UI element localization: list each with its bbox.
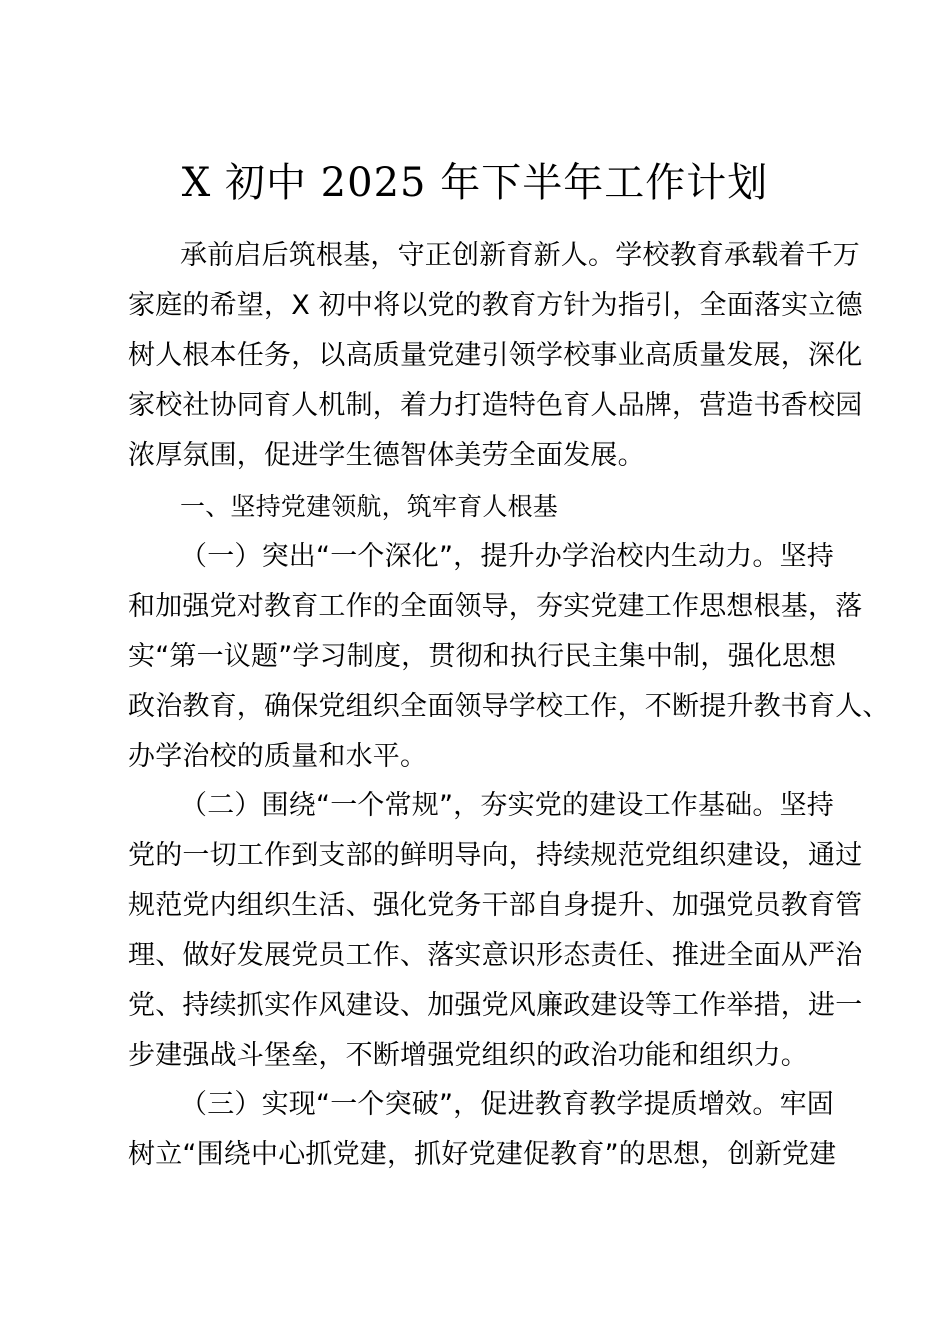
- item-1-line: 办学治校的质量和水平。: [128, 741, 428, 772]
- document-title: X 初中 2025 年下半年工作计划: [181, 160, 769, 206]
- item-1-line: 实“第一议题”学习制度，贯彻和执行民主集中制，强化思想: [128, 641, 837, 672]
- intro-line: 家庭的希望，X 初中将以党的教育方针为指引，全面落实立德: [128, 290, 863, 321]
- intro-line: 家校社协同育人机制，着力打造特色育人品牌，营造书香校园: [128, 390, 863, 421]
- item-2-line: 规范党内组织生活、强化党务干部自身提升、加强党员教育管: [128, 890, 863, 921]
- item-2-line: （二）围绕“一个常规”，夯实党的建设工作基础。坚持: [180, 790, 834, 821]
- section-heading: 一、坚持党建领航，筑牢育人根基: [180, 492, 559, 521]
- item-3-line: （三）实现“一个突破”，促进教育教学提质增效。牢固: [180, 1089, 834, 1120]
- item-1-line: 政治教育，确保党组织全面领导学校工作，不断提升教书育人、: [128, 691, 890, 722]
- item-2-line: 步建强战斗堡垒，不断增强党组织的政治功能和组织力。: [128, 1040, 808, 1071]
- item-1-line: （一）突出“一个深化”，提升办学治校内生动力。坚持: [180, 541, 834, 572]
- item-3-line: 树立“围绕中心抓党建，抓好党建促教育”的思想，创新党建: [128, 1139, 837, 1170]
- intro-line: 树人根本任务，以高质量党建引领学校事业高质量发展，深化: [128, 340, 863, 371]
- intro-line: 浓厚氛围，促进学生德智体美劳全面发展。: [128, 440, 645, 471]
- item-2-line: 理、做好发展党员工作、落实意识形态责任、推进全面从严治: [128, 940, 863, 971]
- item-2-line: 党的一切工作到支部的鲜明导向，持续规范党组织建设，通过: [128, 840, 863, 871]
- item-1-line: 和加强党对教育工作的全面领导，夯实党建工作思想根基，落: [128, 591, 863, 622]
- intro-line: 承前启后筑根基，守正创新育新人。学校教育承载着千万: [180, 240, 860, 271]
- item-2-line: 党、持续抓实作风建设、加强党风廉政建设等工作举措，进一: [128, 990, 863, 1021]
